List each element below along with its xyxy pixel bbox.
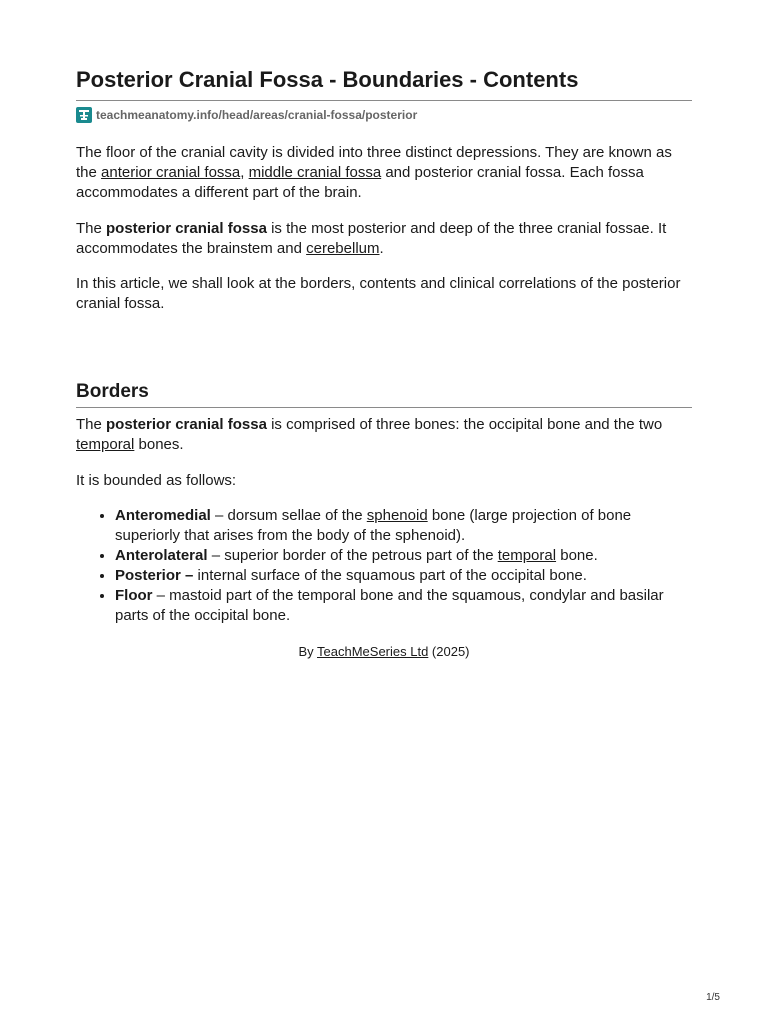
list-item-text: – superior border of the petrous part of the — [207, 547, 498, 564]
cerebellum-link[interactable]: cerebellum — [306, 240, 380, 257]
intro-p2-bold: posterior cranial fossa — [106, 220, 267, 237]
intro-paragraph-3: In this article, we shall look at the borders, contents and clinical correlations of the posterior cranial fossa. — [76, 275, 681, 312]
list-item-text: – dorsum sellae of the — [210, 507, 367, 524]
list-item — [115, 586, 692, 626]
borders-paragraph-1 — [76, 415, 692, 455]
page-number: 1/5 — [706, 992, 720, 1003]
intro-p1-text-end: and posterior cranial fossa. Each fossa accommodates a different part of the brain. — [76, 164, 644, 201]
source-domain: teachmeanatomy.info — [96, 108, 219, 122]
list-item — [115, 566, 692, 586]
teachmeseries-link[interactable]: TeachMeSeries Ltd — [317, 644, 429, 659]
intro-paragraph-1 — [76, 143, 692, 203]
borders-p1-bold: posterior cranial fossa — [106, 416, 267, 433]
intro-paragraph-2 — [76, 219, 692, 259]
sphenoid-link[interactable]: sphenoid — [366, 507, 428, 524]
list-item-term: Posterior – — [115, 567, 194, 584]
source-link[interactable] — [96, 108, 417, 122]
intro-p2-text: The — [76, 220, 107, 237]
intro-p1-text: The floor of the cranial cavity is divided into three distinct depressions. They are known as the — [76, 144, 672, 181]
borders-paragraph-2: It is bounded as follows: — [76, 472, 237, 489]
source-path: /head/areas/cranial-fossa/posterior — [218, 108, 418, 122]
temporal-link[interactable]: temporal — [497, 547, 557, 564]
list-item-text-end: bone. — [556, 547, 598, 564]
list-item-term: Anteromedial — [115, 507, 211, 524]
anterior-cranial-fossa-link[interactable]: anterior cranial fossa — [101, 164, 241, 181]
credit-year: (2025) — [428, 644, 470, 659]
list-item-term: Floor — [115, 587, 153, 604]
borders-p1-text: The — [76, 416, 107, 433]
borders-p1-text-end: bones. — [134, 436, 184, 453]
list-item-term: Anterolateral — [115, 547, 208, 564]
credit-prefix: By — [298, 644, 318, 659]
intro-p2-text-end: . — [379, 240, 384, 257]
list-item — [115, 546, 692, 566]
intro-p1-sep: , — [240, 164, 249, 181]
intro-p2-text-mid: is the most posterior and deep of the three cranial fossae. It accommodates the brainstem and — [76, 220, 667, 257]
temporal-link[interactable]: temporal — [76, 436, 135, 453]
image-credit — [76, 643, 692, 660]
list-item-text: internal surface of the squamous part of the occipital bone. — [193, 567, 587, 584]
list-item-text-end: bone (large projection of bone superiorly that arises from the body of the sphenoid). — [115, 507, 632, 544]
teachmeanatomy-favicon-icon — [76, 107, 92, 123]
source-line — [76, 106, 417, 124]
borders-p1-text-mid: is comprised of three bones: the occipital bone and the two — [266, 416, 663, 433]
page-title: Posterior Cranial Fossa - Boundaries - Contents — [76, 66, 692, 101]
list-item-text: – mastoid part of the temporal bone and the squamous, condylar and basilar parts of the occipital bone. — [115, 587, 664, 624]
boundaries-list — [76, 506, 692, 626]
middle-cranial-fossa-link[interactable]: middle cranial fossa — [248, 164, 382, 181]
borders-heading: Borders — [76, 380, 692, 408]
list-item — [115, 506, 692, 546]
